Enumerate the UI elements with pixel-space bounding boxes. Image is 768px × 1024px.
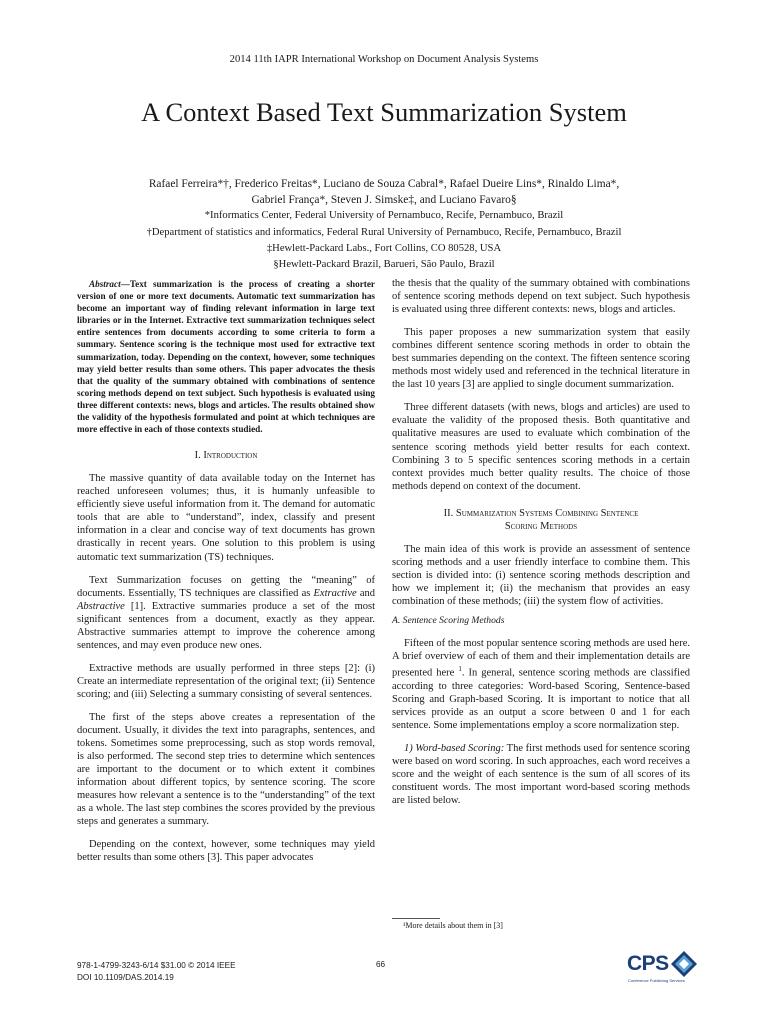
footnote-rule <box>392 918 440 919</box>
cps-diamond-icon <box>670 950 698 978</box>
publication-id <box>77 960 236 983</box>
term-extractive: Extractive <box>313 587 357 599</box>
section-heading-summarization-systems: II. Summarization Systems Combining Sentence Scoring Methods <box>443 507 639 532</box>
author-line-2: Gabriel França*, Steven J. Simske‡, and Luciano Favaro§ <box>251 194 517 207</box>
cps-logo-subtext: Conference Publishing Services <box>628 978 685 983</box>
doi-line: DOI 10.1109/DAS.2014.19 <box>77 972 174 982</box>
intro-paragraph-1: The massive quantity of data available today on the Internet has reached unforeseen volumes; thus, it is humanly unfeasible to efficiently sieve useful information from it. The demand for automatic tools that are able to “understand”, index, classify and present information in a clear and concise way of text documents has grown drastically in recent years. One solution to this problem is using automatic text summarization (TS) techniques. <box>77 473 375 563</box>
footnote: ¹More details about them in [3] <box>403 921 503 930</box>
affiliation-4: §Hewlett-Packard Brazil, Barueri, São Paulo, Brazil <box>273 259 495 271</box>
footnote-ref: 1 <box>458 665 462 674</box>
section2-paragraph-1: The main idea of this work is provide an assessment of sentence scoring methods and a user friendly interface to combine them. This section is divided into: (i) sentence scoring methods description and how we implement it; (ii) the mechanism that provides an easy combination of these methods; (iii) the system flow of activities. <box>392 543 690 607</box>
author-block <box>60 176 708 273</box>
author-line-1: Rafael Ferreira*†, Frederico Freitas*, Luciano de Souza Cabral*, Rafael Dueire Lins*, Rinaldo Lima*, <box>148 178 620 190</box>
intro-paragraph-5: Depending on the context, however, some techniques may yield better results than some others [3]. This paper advocates <box>77 839 375 864</box>
affiliation-1: *Informatics Center, Federal University of Pernambuco, Recife, Pernambuco, Brazil <box>204 210 564 222</box>
paper-title: A Context Based Text Summarization System <box>141 97 627 127</box>
conference-header: 2014 11th IAPR International Workshop on Document Analysis Systems <box>229 54 539 65</box>
left-column <box>77 278 375 864</box>
cps-logo <box>626 950 698 990</box>
intro-paragraph-7: Three different datasets (with news, blogs and articles) are used to evaluate the validity of the proposed thesis. Both quantitative and qualitative measures are used to evaluate which combination of the sentence scoring methods yield better results for each context. Combining 3 to 5 specific sentences scoring methods in a certain context provides much better quality results. The choice of those methods depend on context of the document. <box>392 402 690 492</box>
intro-paragraph-3: Extractive methods are usually performed in three steps [2]: (i) Create an intermediate representation of the original text; (ii) Sentence scoring; and (iii) Selecting a summary consisting of several sentences. <box>77 662 375 700</box>
affiliation-2: †Department of statistics and informatics, Federal Rural University of Pernambuco, Recife, Pernambuco, Brazil <box>146 226 622 238</box>
word-based-scoring-lead: 1) Word-based Scoring: <box>404 742 505 754</box>
intro-paragraph-2: Text Summarization focuses on getting the “meaning” of documents. Essentially, TS techniques are classified as Extractive and Abstractive [1]. Extractive summaries produce a set of the most significant sentences from a document, exactly as they appear. Abstractive summaries attempt to improve the coherence among sentences, and may even produce new ones. <box>77 574 375 651</box>
cps-logo-text: CPS <box>627 952 669 975</box>
isbn-line: 978-1-4799-3243-6/14 $31.00 © 2014 IEEE <box>77 961 236 970</box>
section2-paragraph-2: Fifteen of the most popular sentence scoring methods are used here. A brief overview of each of them and their implementation details are presented here $^1$. In general, sentence scoring methods are classified according to three categories: Word-based Scoring, Sentence-based Scoring and Graph-based Scoring. It is important to notice that all services provide as an output a score between 0 and 1 for each sentence. Some implementations employ a score normalization step. <box>392 637 690 731</box>
subsection-heading-sentence-scoring: A. Sentence Scoring Methods <box>392 614 505 626</box>
affiliation-3: ‡Hewlett-Packard Labs., Fort Collins, CO 80528, USA <box>266 242 502 254</box>
right-column <box>392 277 690 807</box>
page-number: 66 <box>376 960 386 969</box>
abstract-text: —Text summarization is the process of creating a shorter version of one or more text documents. Automatic text summarization has become an important way of finding relevant information in large text libraries or in the Internet. Extractive text summarization techniques select entire sentences from documents according to some criteria to form a summary. Sentence scoring is the technique most used for extractive text summarization, today. Depending on the context, however, some techniques may yield better results than some others. This paper advocates the thesis that the quality of the summary obtained with combinations of sentence scoring methods depend on text subject. Such hypothesis is evaluated using three different contexts: news, blogs and articles. The results obtained show the validity of the hypothesis formulated and point at which techniques are more effective in each of those contexts studied. <box>77 279 375 435</box>
section-heading-introduction: I. Introduction <box>194 450 258 462</box>
term-abstractive: Abstractive <box>77 600 125 612</box>
intro-paragraph-6: This paper proposes a new summarization system that easily combines different sentence scoring methods in order to obtain the best summaries depending on the context. The fifteen sentence scoring methods most widely used and referenced in the technical literature in the last 10 years [3] are applied to single document summarization. <box>392 327 690 391</box>
intro-paragraph-4: The first of the steps above creates a representation of the document. Usually, it divides the text into paragraphs, sentences, and tokens. Sometimes some preprocessing, such as stop words removal, is also performed. The second step tries to determine which sentences are important to the document or to which extent it combines information about different topics, by sentence scoring. The score measures how relevant a sentence is to the “understanding” of the text as a whole. The last step combines the scores provided by the previous steps and generates a summary. <box>77 711 375 828</box>
abstract <box>77 278 375 435</box>
section2-paragraph-3: 1) Word-based Scoring: The first methods used for sentence scoring were based on word scoring. In such approaches, each word receives a score and the weight of each sentence is the sum of all scores of its constituent words. The most important word-based scoring methods are listed below. <box>392 742 690 806</box>
intro-paragraph-5-continued: the thesis that the quality of the summary obtained with combinations of sentence scoring methods depend on text subject. Such hypothesis is evaluated using three different contexts: news, blogs and articles. <box>392 278 690 316</box>
abstract-lead: Abstract <box>89 279 121 289</box>
